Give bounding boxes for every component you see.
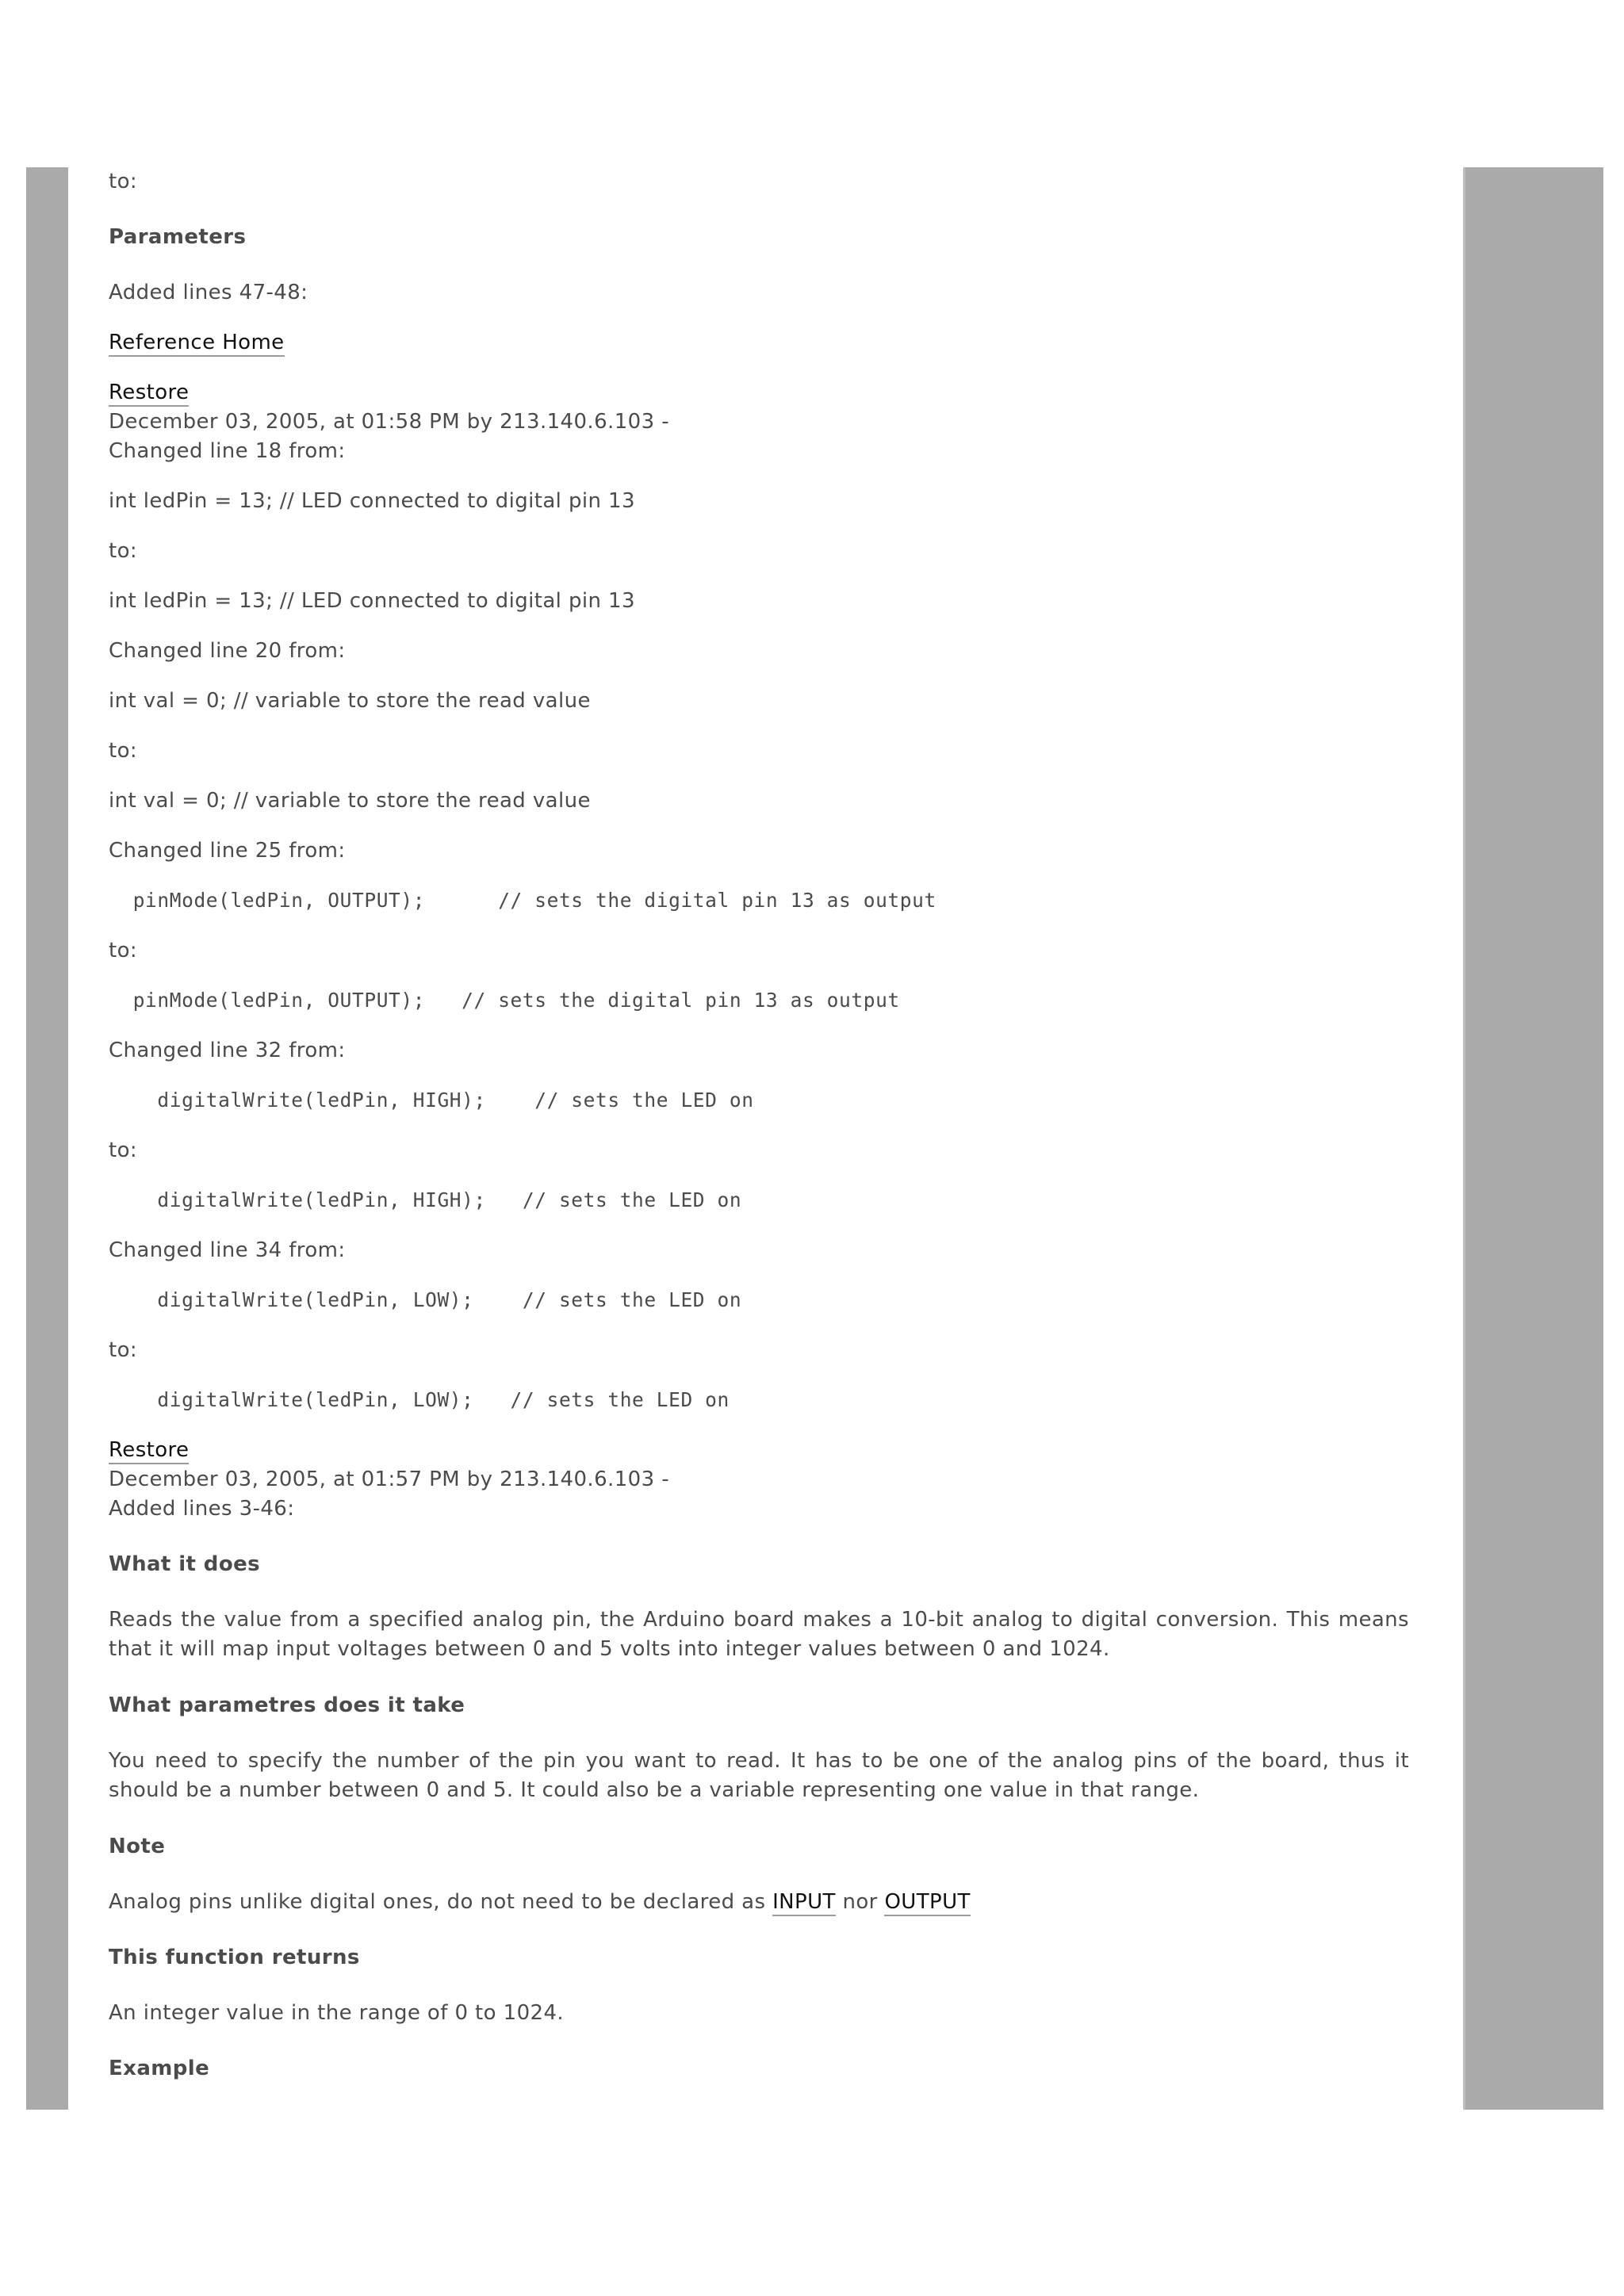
note-text: Analog pins unlike digital ones, do not need to be declared as: [109, 1890, 773, 1914]
change-description: Changed line 20 from:: [109, 639, 346, 663]
code-line: int ledPin = 13; // LED connected to digital pin 13: [109, 489, 635, 513]
heading-what-it-does: What it does: [109, 1552, 260, 1576]
paragraph-what-it-does: Reads the value from a specified analog pin, the Arduino board makes a 10-bit analog to digital conversion. This means that it will map input voltages between 0 and 5 volts into integer values between 0 and 1024.: [109, 1608, 1409, 1661]
code-block-line: digitalWrite(ledPin, HIGH); // sets the LED on: [109, 1188, 742, 1211]
text-to: to:: [109, 1138, 138, 1162]
restore-link[interactable]: Restore: [109, 1438, 189, 1464]
code-line: int val = 0; // variable to store the read value: [109, 689, 591, 713]
text-to: to:: [109, 539, 138, 563]
change-description: Changed line 32 from:: [109, 1039, 346, 1062]
text-to: to:: [109, 170, 138, 193]
revision-date: December 03, 2005, at 01:57 PM by 213.140.6.103 -: [109, 1468, 669, 1491]
heading-example: Example: [109, 2057, 210, 2080]
revision-date: December 03, 2005, at 01:58 PM by 213.140.6.103 -: [109, 410, 669, 434]
code-line: int ledPin = 13; // LED connected to digital pin 13: [109, 589, 635, 613]
code-block-line: pinMode(ledPin, OUTPUT); // sets the digital pin 13 as output: [109, 989, 900, 1012]
text-to: to:: [109, 1338, 138, 1362]
code-block-line: pinMode(ledPin, OUTPUT); // sets the digital pin 13 as output: [109, 889, 936, 912]
input-link[interactable]: INPUT: [772, 1890, 836, 1916]
text-added-lines: Added lines 47-48:: [109, 281, 308, 304]
code-block-line: digitalWrite(ledPin, LOW); // sets the LED on: [109, 1288, 742, 1311]
change-description: Changed line 34 from:: [109, 1238, 346, 1262]
left-gray-bar: [26, 167, 68, 2110]
restore-link[interactable]: Restore: [109, 381, 189, 407]
text-to: to:: [109, 739, 138, 763]
heading-what-parametres: What parametres does it take: [109, 1693, 465, 1717]
paragraph-parametres: You need to specify the number of the pin you want to read. It has to be one of the analog pins of the board, thus it should be a number between 0 and 5. It could also be a variable representing one value in that range.: [109, 1749, 1409, 1802]
text-to: to:: [109, 939, 138, 962]
code-line: int val = 0; // variable to store the read value: [109, 789, 591, 813]
paragraph-returns: An integer value in the range of 0 to 1024.: [109, 2001, 565, 2025]
right-gray-bar: [1463, 167, 1603, 2110]
change-description: Changed line 18 from:: [109, 439, 346, 463]
code-block-line: digitalWrite(ledPin, HIGH); // sets the LED on: [109, 1089, 754, 1112]
output-link[interactable]: OUTPUT: [884, 1890, 970, 1916]
note-text-nor: nor: [835, 1890, 885, 1914]
heading-parameters: Parameters: [109, 225, 247, 249]
text-added-lines: Added lines 3-46:: [109, 1497, 295, 1521]
change-description: Changed line 25 from:: [109, 839, 346, 863]
reference-home-link[interactable]: Reference Home: [109, 331, 285, 357]
heading-note: Note: [109, 1835, 166, 1858]
heading-function-returns: This function returns: [109, 1946, 360, 1969]
code-block-line: digitalWrite(ledPin, LOW); // sets the LED on: [109, 1388, 730, 1411]
note-line: [109, 1888, 971, 1917]
